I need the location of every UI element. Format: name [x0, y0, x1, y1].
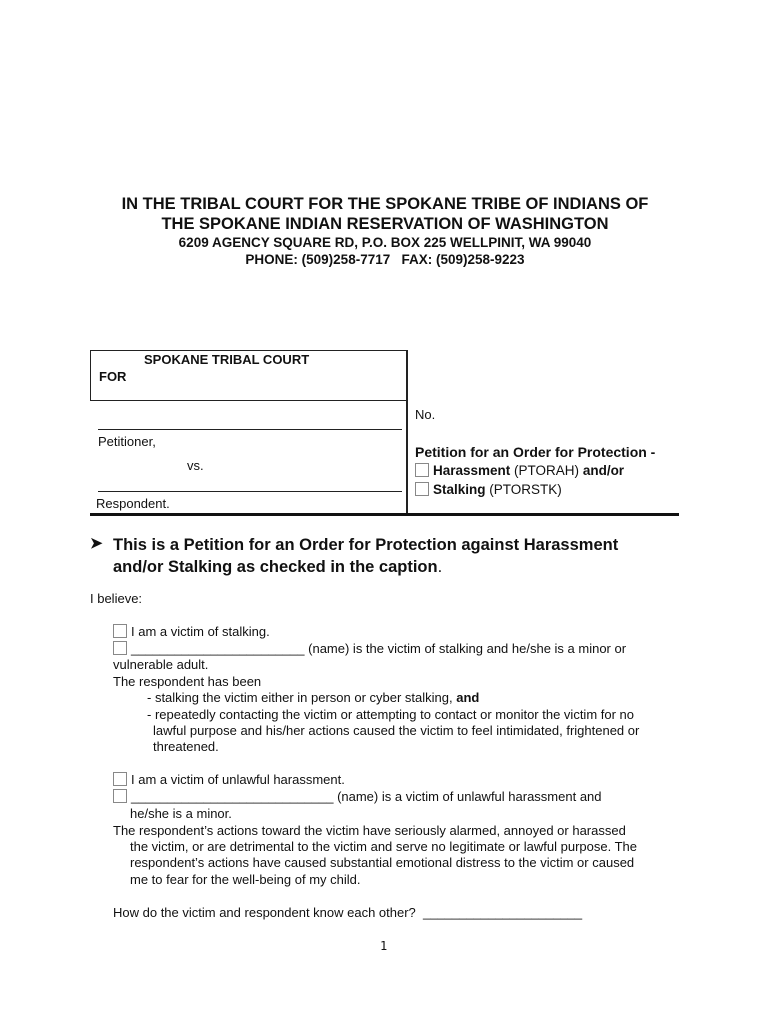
page-number: 1 — [380, 939, 388, 953]
stalking-label: Stalking — [433, 482, 486, 497]
harassment-checkbox[interactable] — [415, 463, 429, 477]
stalking-bullet1 — [147, 690, 479, 706]
court-address: 6209 AGENCY SQUARE RD, P.O. BOX 225 WELLPINIT, WA 99040 — [178, 235, 592, 250]
stalking-other-checkbox[interactable] — [113, 641, 127, 655]
stalking-checkbox[interactable] — [415, 482, 429, 496]
harass-other-option — [113, 789, 602, 805]
harass-other-name-field[interactable]: ____________________________ — [131, 789, 334, 804]
stalking-other-cont: vulnerable adult. — [113, 657, 209, 672]
section1-title-period: . — [437, 558, 443, 576]
harass-self-checkbox[interactable] — [113, 772, 127, 786]
harassment-label: Harassment — [433, 463, 511, 478]
respondent-has-been: The respondent has been — [113, 674, 262, 689]
stalking-bullet1-and: and — [456, 690, 480, 705]
caption-divider — [406, 350, 408, 515]
stalking-other-name-field[interactable]: ________________________ — [131, 641, 305, 656]
actions-line1: The respondent’s actions toward the victim have seriously alarmed, annoyed or harassed — [113, 823, 626, 838]
petition-title: Petition for an Order for Protection - — [415, 444, 656, 460]
actions-line2: the victim, or are detrimental to the victim and serve no legitimate or lawful purpose. The — [130, 839, 637, 854]
section-arrow-icon: ➤ — [90, 535, 103, 552]
section1-title-line2 — [113, 556, 442, 578]
harassment-andor: and/or — [582, 463, 625, 478]
petitioner-label: Petitioner, — [98, 434, 156, 449]
stalking-self-checkbox[interactable] — [113, 624, 127, 638]
stalking-bullet2-line1: - repeatedly contacting the victim or attempting to contact or monitor the victim for no — [147, 707, 634, 722]
court-title-line1: IN THE TRIBAL COURT FOR THE SPOKANE TRIBE OF INDIANS OF — [121, 195, 649, 213]
stalking-other-option — [113, 641, 626, 657]
for-label: FOR — [99, 369, 127, 384]
caption-bottom-rule — [90, 513, 679, 516]
i-believe-label: I believe: — [90, 591, 143, 606]
court-contact — [0, 251, 770, 269]
court-name: SPOKANE TRIBAL COURT — [144, 352, 310, 367]
respondent-line[interactable] — [98, 491, 402, 492]
harassment-code: (PTORAH) — [510, 463, 583, 478]
case-number-label: No. — [415, 407, 436, 422]
harass-self-label: I am a victim of unlawful harassment. — [131, 772, 345, 787]
harass-other-checkbox[interactable] — [113, 789, 127, 803]
relationship-question-label: How do the victim and respondent know each other? — [113, 905, 416, 920]
option-harassment — [415, 463, 624, 478]
stalking-bullet1-text: - stalking the victim either in person or cyber stalking, — [147, 690, 457, 705]
option-stalking — [415, 482, 562, 497]
court-phone: PHONE: (509)258-7717 — [245, 252, 391, 267]
actions-line3: respondent’s actions have caused substantial emotional distress to the victim or caused — [130, 855, 635, 870]
court-fax: FAX: (509)258-9223 — [401, 252, 525, 267]
stalking-code: (PTORSTK) — [485, 482, 562, 497]
section1-title-line1: This is a Petition for an Order for Protection against Harassment — [113, 536, 619, 554]
stalking-bullet2-line3: threatened. — [153, 739, 219, 754]
court-title-line2: THE SPOKANE INDIAN RESERVATION OF WASHINGTON — [161, 215, 609, 233]
stalking-bullet2-line2: lawful purpose and his/her actions caused the victim to feel intimidated, frightened or — [153, 723, 640, 738]
harass-other-label: (name) is a victim of unlawful harassment and — [333, 789, 602, 804]
respondent-label: Respondent. — [96, 496, 170, 511]
stalking-other-label: (name) is the victim of stalking and he/she is a minor or — [304, 641, 627, 656]
stalking-self-option — [113, 624, 270, 640]
harass-other-cont: he/she is a minor. — [130, 806, 232, 821]
stalking-self-label: I am a victim of stalking. — [131, 624, 270, 639]
harass-self-option — [113, 772, 345, 788]
section1-title-text: and/or Stalking as checked in the caption — [113, 558, 438, 576]
petitioner-line[interactable] — [98, 429, 402, 430]
actions-line4: me to fear for the well-being of my child. — [130, 872, 361, 887]
relationship-question — [113, 905, 582, 921]
relationship-answer-field[interactable]: ______________________ — [423, 905, 583, 920]
vs-label: vs. — [187, 458, 204, 473]
